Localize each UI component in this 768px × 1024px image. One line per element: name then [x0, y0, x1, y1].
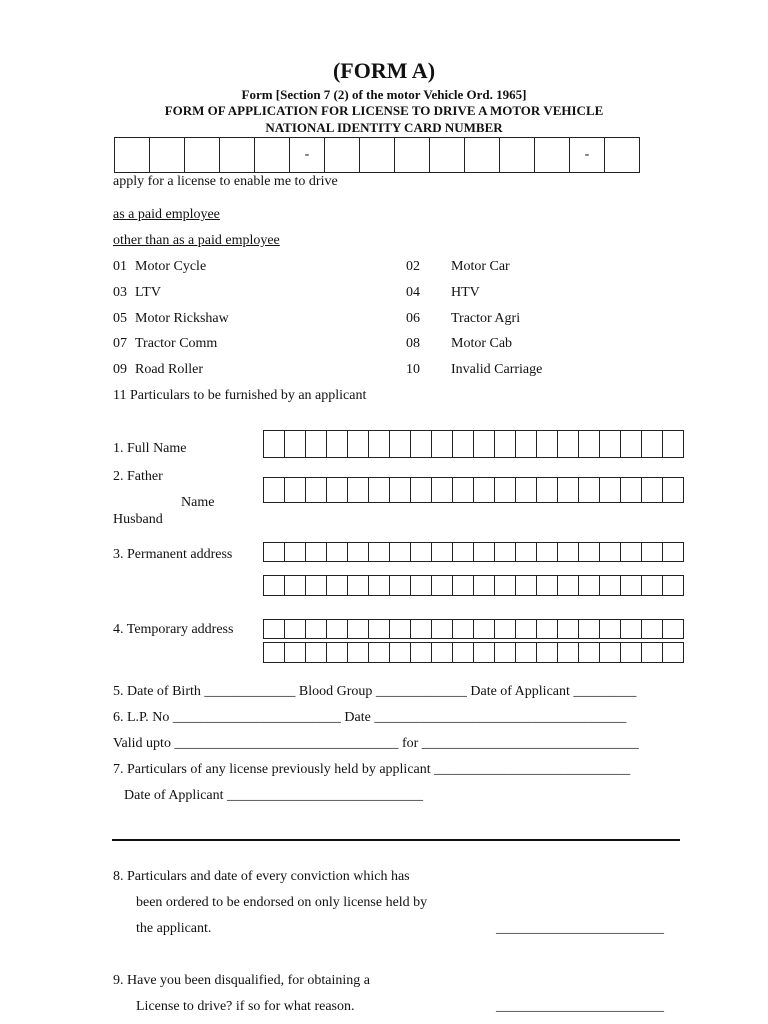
- vehicle-code: 01: [113, 259, 127, 274]
- name-label: Name: [181, 495, 215, 510]
- char-cell[interactable]: [368, 430, 390, 458]
- char-cell[interactable]: [494, 430, 516, 458]
- char-cell[interactable]: [641, 430, 663, 458]
- q9-line1: 9. Have you been disqualified, for obtaining a: [113, 973, 370, 988]
- char-cell[interactable]: [557, 477, 579, 503]
- char-cell[interactable]: [641, 642, 663, 663]
- nic-digit-box[interactable]: -: [569, 137, 605, 173]
- char-cell[interactable]: [599, 430, 621, 458]
- q9-line2: License to drive? if so for what reason.: [136, 999, 355, 1014]
- char-cell[interactable]: [431, 542, 453, 562]
- char-cell[interactable]: [494, 575, 516, 596]
- char-cell[interactable]: [284, 619, 306, 639]
- char-cell[interactable]: [284, 477, 306, 503]
- vehicle-code: 10: [406, 362, 420, 377]
- temporary-address-input-line1[interactable]: [263, 619, 684, 639]
- char-cell[interactable]: [515, 619, 537, 639]
- vehicle-label[interactable]: Motor Cab: [451, 336, 513, 351]
- char-cell[interactable]: [599, 542, 621, 562]
- char-cell[interactable]: [494, 619, 516, 639]
- nic-digit-box[interactable]: [499, 137, 535, 173]
- char-cell[interactable]: [578, 575, 600, 596]
- char-cell[interactable]: [536, 642, 558, 663]
- char-cell[interactable]: [284, 575, 306, 596]
- char-cell[interactable]: [620, 575, 642, 596]
- char-cell[interactable]: [305, 430, 327, 458]
- char-cell[interactable]: [473, 430, 495, 458]
- full-name-label: 1. Full Name: [113, 441, 187, 456]
- husband-label: Husband: [113, 512, 163, 527]
- char-cell[interactable]: [347, 542, 369, 562]
- nic-digit-box[interactable]: [219, 137, 255, 173]
- char-cell[interactable]: [284, 542, 306, 562]
- char-cell[interactable]: [557, 542, 579, 562]
- permanent-address-input-line1[interactable]: [263, 542, 684, 562]
- char-cell[interactable]: [557, 430, 579, 458]
- char-cell[interactable]: [389, 430, 411, 458]
- char-cell[interactable]: [347, 619, 369, 639]
- char-cell[interactable]: [641, 542, 663, 562]
- char-cell[interactable]: [473, 477, 495, 503]
- q8-answer-blank[interactable]: ________________________: [496, 921, 664, 936]
- char-cell[interactable]: [620, 430, 642, 458]
- nic-number-input[interactable]: [114, 137, 640, 173]
- nic-digit-box[interactable]: [534, 137, 570, 173]
- char-cell[interactable]: [536, 430, 558, 458]
- char-cell[interactable]: [368, 542, 390, 562]
- char-cell[interactable]: [368, 477, 390, 503]
- char-cell[interactable]: [599, 619, 621, 639]
- section-divider: [112, 839, 680, 841]
- previous-license-line[interactable]: 7. Particulars of any license previously held by applicant ____________________________: [113, 762, 631, 777]
- char-cell[interactable]: [263, 575, 285, 596]
- char-cell[interactable]: [599, 575, 621, 596]
- char-cell[interactable]: [536, 619, 558, 639]
- char-cell[interactable]: [662, 619, 684, 639]
- char-cell[interactable]: [389, 477, 411, 503]
- char-cell[interactable]: [557, 575, 579, 596]
- char-cell[interactable]: [452, 542, 474, 562]
- q8-line1: 8. Particulars and date of every conviction which has: [113, 869, 410, 884]
- char-cell[interactable]: [536, 477, 558, 503]
- char-cell[interactable]: [389, 619, 411, 639]
- permanent-address-label: 3. Permanent address: [113, 547, 233, 562]
- temporary-address-input-line2[interactable]: [263, 642, 684, 663]
- father-name-input[interactable]: [263, 477, 684, 503]
- nic-digit-box[interactable]: [394, 137, 430, 173]
- char-cell[interactable]: [515, 477, 537, 503]
- valid-upto-line[interactable]: Valid upto ________________________________ for _______________________________: [113, 736, 639, 751]
- char-cell[interactable]: [305, 575, 327, 596]
- char-cell[interactable]: [368, 642, 390, 663]
- vehicle-code: 04: [406, 285, 420, 300]
- option-other-employee[interactable]: other than as a paid employee: [113, 233, 280, 248]
- char-cell[interactable]: [494, 542, 516, 562]
- char-cell[interactable]: [494, 642, 516, 663]
- char-cell[interactable]: [515, 542, 537, 562]
- char-cell[interactable]: [410, 642, 432, 663]
- form-section-reference: Form [Section 7 (2) of the motor Vehicle Ord. 1965]: [241, 87, 527, 102]
- vehicle-label[interactable]: LTV: [135, 285, 161, 300]
- vehicle-label[interactable]: Motor Cycle: [135, 259, 207, 274]
- char-cell[interactable]: [326, 477, 348, 503]
- char-cell[interactable]: [662, 477, 684, 503]
- char-cell[interactable]: [347, 477, 369, 503]
- char-cell[interactable]: [662, 642, 684, 663]
- full-name-input[interactable]: [263, 430, 684, 458]
- nic-digit-box[interactable]: [359, 137, 395, 173]
- char-cell[interactable]: [641, 477, 663, 503]
- char-cell[interactable]: [662, 430, 684, 458]
- char-cell[interactable]: [620, 477, 642, 503]
- char-cell[interactable]: [641, 619, 663, 639]
- vehicle-label[interactable]: HTV: [451, 285, 480, 300]
- nic-digit-box[interactable]: [464, 137, 500, 173]
- char-cell[interactable]: [578, 430, 600, 458]
- vehicle-code: 08: [406, 336, 420, 351]
- char-cell[interactable]: [515, 430, 537, 458]
- vehicle-label[interactable]: Tractor Agri: [451, 311, 521, 326]
- char-cell[interactable]: [473, 642, 495, 663]
- char-cell[interactable]: [536, 575, 558, 596]
- char-cell[interactable]: [389, 575, 411, 596]
- char-cell[interactable]: [599, 477, 621, 503]
- char-cell[interactable]: [620, 619, 642, 639]
- nic-digit-box[interactable]: [149, 137, 185, 173]
- char-cell[interactable]: [326, 619, 348, 639]
- char-cell[interactable]: [410, 430, 432, 458]
- char-cell[interactable]: [263, 642, 285, 663]
- char-cell[interactable]: [305, 477, 327, 503]
- nic-digit-box[interactable]: [114, 137, 150, 173]
- char-cell[interactable]: [326, 542, 348, 562]
- char-cell[interactable]: [368, 619, 390, 639]
- char-cell[interactable]: [515, 642, 537, 663]
- form-subtitle: FORM OF APPLICATION FOR LICENSE TO DRIVE A MOTOR VEHICLE: [164, 103, 604, 118]
- vehicle-code: 03: [113, 285, 127, 300]
- char-cell[interactable]: [578, 619, 600, 639]
- char-cell[interactable]: [326, 575, 348, 596]
- vehicle-code: 09: [113, 362, 127, 377]
- vehicle-label[interactable]: Tractor Comm: [135, 336, 218, 351]
- char-cell[interactable]: [452, 575, 474, 596]
- char-cell[interactable]: [620, 542, 642, 562]
- char-cell[interactable]: [389, 542, 411, 562]
- char-cell[interactable]: [263, 542, 285, 562]
- char-cell[interactable]: [620, 642, 642, 663]
- char-cell[interactable]: [431, 477, 453, 503]
- char-cell[interactable]: [641, 575, 663, 596]
- char-cell[interactable]: [473, 619, 495, 639]
- q8-line3: the applicant.: [136, 921, 212, 936]
- char-cell[interactable]: [599, 642, 621, 663]
- nic-digit-box[interactable]: -: [289, 137, 325, 173]
- lp-number-line[interactable]: 6. L.P. No ________________________ Date ____________________________________: [113, 710, 627, 725]
- char-cell[interactable]: [326, 430, 348, 458]
- vehicle-code: 02: [406, 259, 420, 274]
- char-cell[interactable]: [557, 619, 579, 639]
- char-cell[interactable]: [305, 542, 327, 562]
- char-cell[interactable]: [515, 575, 537, 596]
- char-cell[interactable]: [452, 477, 474, 503]
- nic-label: NATIONAL IDENTITY CARD NUMBER: [265, 120, 503, 135]
- char-cell[interactable]: [410, 542, 432, 562]
- char-cell[interactable]: [410, 575, 432, 596]
- char-cell[interactable]: [284, 430, 306, 458]
- char-cell[interactable]: [473, 575, 495, 596]
- particulars-heading: 11 Particulars to be furnished by an applicant: [113, 388, 367, 403]
- temporary-address-label: 4. Temporary address: [113, 622, 234, 637]
- char-cell[interactable]: [494, 477, 516, 503]
- char-cell[interactable]: [389, 642, 411, 663]
- nic-digit-box[interactable]: [254, 137, 290, 173]
- char-cell[interactable]: [536, 542, 558, 562]
- char-cell[interactable]: [431, 642, 453, 663]
- nic-digit-box[interactable]: [184, 137, 220, 173]
- nic-digit-box[interactable]: [324, 137, 360, 173]
- nic-digit-box[interactable]: [429, 137, 465, 173]
- char-cell[interactable]: [557, 642, 579, 663]
- char-cell[interactable]: [578, 542, 600, 562]
- char-cell[interactable]: [578, 477, 600, 503]
- char-cell[interactable]: [452, 619, 474, 639]
- nic-digit-box[interactable]: [604, 137, 640, 173]
- char-cell[interactable]: [662, 542, 684, 562]
- q8-line2: been ordered to be endorsed on only license held by: [136, 895, 428, 910]
- form-title: (FORM A): [332, 58, 436, 83]
- char-cell[interactable]: [431, 619, 453, 639]
- vehicle-label[interactable]: Motor Car: [451, 259, 510, 274]
- vehicle-label[interactable]: Invalid Carriage: [451, 362, 543, 377]
- char-cell[interactable]: [347, 575, 369, 596]
- char-cell[interactable]: [347, 642, 369, 663]
- char-cell[interactable]: [578, 642, 600, 663]
- dob-bloodgroup-line[interactable]: 5. Date of Birth _____________ Blood Group _____________ Date of Applicant _________: [113, 684, 637, 699]
- option-paid-employee[interactable]: as a paid employee: [113, 207, 220, 222]
- permanent-address-input-line2[interactable]: [263, 575, 684, 596]
- char-cell[interactable]: [662, 575, 684, 596]
- char-cell[interactable]: [326, 642, 348, 663]
- char-cell[interactable]: [305, 619, 327, 639]
- char-cell[interactable]: [473, 542, 495, 562]
- q9-answer-blank[interactable]: ________________________: [496, 999, 664, 1014]
- vehicle-label[interactable]: Motor Rickshaw: [135, 311, 229, 326]
- vehicle-code: 06: [406, 311, 420, 326]
- char-cell[interactable]: [284, 642, 306, 663]
- char-cell[interactable]: [452, 430, 474, 458]
- father-label: 2. Father: [113, 469, 163, 484]
- vehicle-code: 07: [113, 336, 127, 351]
- char-cell[interactable]: [410, 477, 432, 503]
- intro-text: apply for a license to enable me to drive: [113, 174, 338, 189]
- vehicle-code: 05: [113, 311, 127, 326]
- char-cell[interactable]: [431, 430, 453, 458]
- char-cell[interactable]: [347, 430, 369, 458]
- date-of-applicant-line[interactable]: Date of Applicant ____________________________: [124, 788, 424, 803]
- char-cell[interactable]: [410, 619, 432, 639]
- vehicle-label[interactable]: Road Roller: [135, 362, 204, 377]
- char-cell[interactable]: [263, 430, 285, 458]
- char-cell[interactable]: [263, 477, 285, 503]
- char-cell[interactable]: [263, 619, 285, 639]
- char-cell[interactable]: [452, 642, 474, 663]
- char-cell[interactable]: [305, 642, 327, 663]
- char-cell[interactable]: [368, 575, 390, 596]
- char-cell[interactable]: [431, 575, 453, 596]
